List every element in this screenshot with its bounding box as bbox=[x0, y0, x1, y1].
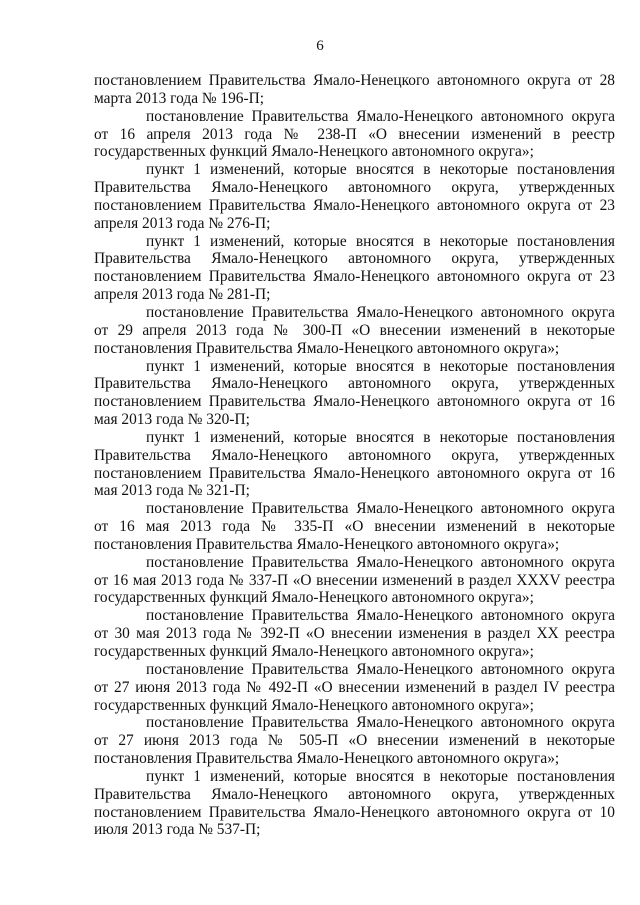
paragraph: постановление Правительства Ямало-Ненецкого автономного округа от 16 мая 2013 года № 335-П «О внесении изменений в некоторые постановления Правительства Ямало-Ненецкого автономного округа»; bbox=[94, 500, 615, 553]
paragraph: пункт 1 изменений, которые вносятся в некоторые постановления Правительства Ямало-Ненецкого автономного округа, утвержденных постановлением Правительства Ямало-Ненецкого автономного округа от 16 мая 2013 года № 321-П; bbox=[94, 428, 615, 500]
paragraph: пункт 1 изменений, которые вносятся в некоторые постановления Правительства Ямало-Ненецкого автономного округа, утвержденных постановлением Правительства Ямало-Ненецкого автономного округа от 10 июля 2013 года № 537-П; bbox=[94, 767, 615, 839]
paragraph: пункт 1 изменений, которые вносятся в некоторые постановления Правительства Ямало-Ненецкого автономного округа, утвержденных постановлением Правительства Ямало-Ненецкого автономного округа от 23 апреля 2013 года № 281-П; bbox=[94, 232, 615, 304]
paragraph: постановление Правительства Ямало-Ненецкого автономного округа от 30 мая 2013 года № 392-П «О внесении изменения в раздел XX реестра государственных функций Ямало-Ненецкого автономного округа»; bbox=[94, 607, 615, 660]
page-number: 6 bbox=[316, 38, 324, 54]
paragraph: постановление Правительства Ямало-Ненецкого автономного округа от 16 мая 2013 года № 337-П «О внесении изменений в раздел XXXV реестра государственных функций Ямало-Ненецкого автономного округа»; bbox=[94, 553, 615, 607]
paragraph: пункт 1 изменений, которые вносятся в некоторые постановления Правительства Ямало-Ненецкого автономного округа, утвержденных постановлением Правительства Ямало-Ненецкого автономного округа от 16 мая 2013 года № 320-П; bbox=[94, 357, 615, 429]
paragraph: пункт 1 изменений, которые вносятся в некоторые постановления Правительства Ямало-Ненецкого автономного округа, утвержденных постановлением Правительства Ямало-Ненецкого автономного округа от 23 апреля 2013 года № 276-П; bbox=[94, 161, 615, 232]
document-body bbox=[94, 72, 615, 839]
paragraph: постановление Правительства Ямало-Ненецкого автономного округа от 29 апреля 2013 года № 300-П «О внесении изменений в некоторые постановления Правительства Ямало-Ненецкого автономного округа»; bbox=[94, 303, 615, 357]
paragraph: постановление Правительства Ямало-Ненецкого автономного округа от 27 июня 2013 года № 505-П «О внесении изменений в некоторые постановления Правительства Ямало-Ненецкого автономного округа»; bbox=[94, 714, 615, 768]
paragraph: постановлением Правительства Ямало-Ненецкого автономного округа от 28 марта 2013 года № 196-П; bbox=[94, 72, 615, 107]
paragraph: постановление Правительства Ямало-Ненецкого автономного округа от 16 апреля 2013 года № 238-П «О внесении изменений в реестр государственных функций Ямало-Ненецкого автономного округа»; bbox=[94, 107, 615, 161]
paragraph: постановление Правительства Ямало-Ненецкого автономного округа от 27 июня 2013 года № 492-П «О внесении изменений в раздел IV реестра государственных функций Ямало-Ненецкого автономного округа»; bbox=[94, 660, 615, 714]
